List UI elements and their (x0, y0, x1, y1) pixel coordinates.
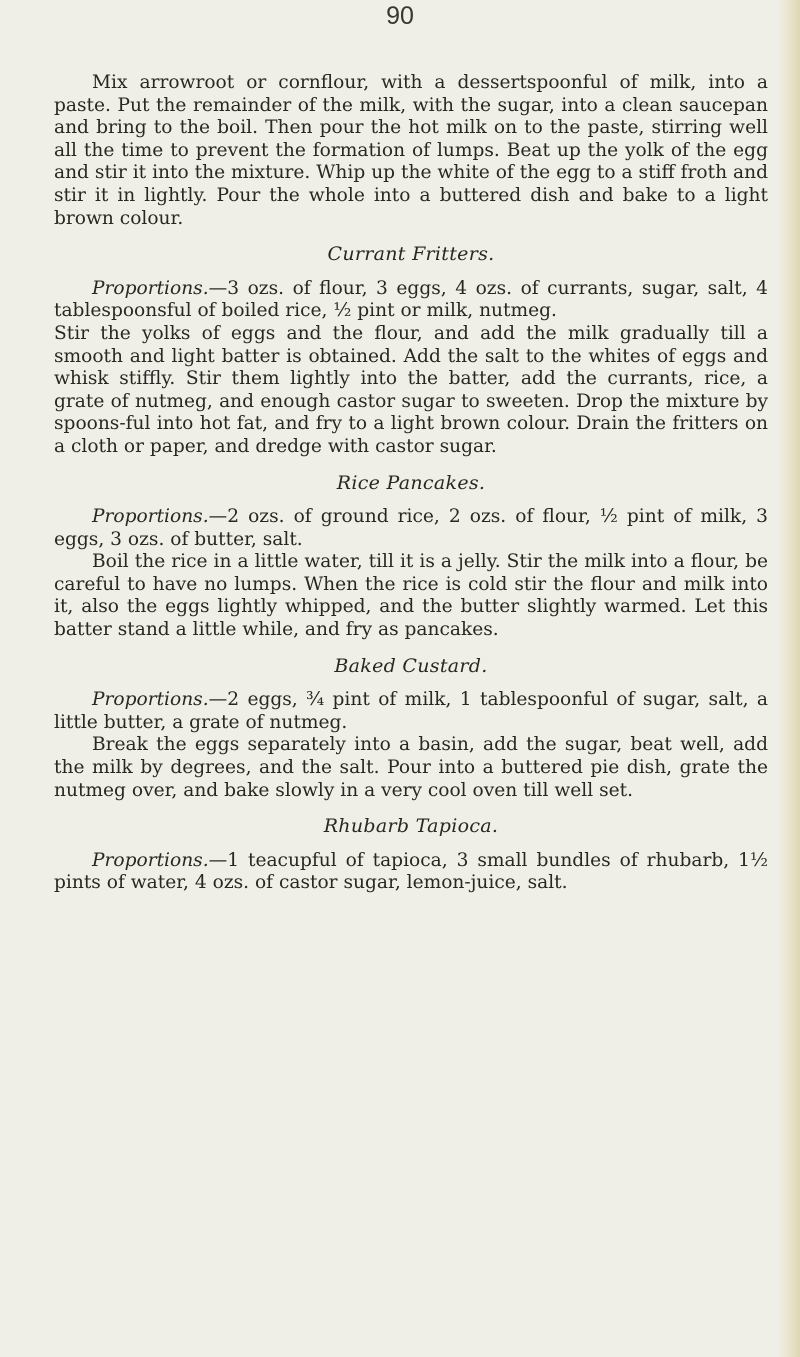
recipe-proportions (54, 506, 768, 551)
proportions-text: —2 eggs, ¾ pint of milk, 1 tablespoonful of sugar, salt, a little butter, a grate of nutmeg. (54, 689, 768, 733)
recipe-title: Rice Pancakes. (336, 471, 486, 494)
proportions-label: Proportions. (92, 689, 209, 711)
recipe-proportions (54, 850, 768, 895)
recipe-currant-fritters (54, 243, 768, 458)
proportions-label: Proportions. (92, 849, 209, 871)
recipe-baked-custard (54, 655, 768, 803)
recipe-method: Boil the rice in a little water, till it is a jelly. Stir the milk into a flour, be careful to have no lumps. When the rice is cold stir the flour and milk into it, also the eggs lightly whipped, and the butter slightly warmed. Let this batter stand a little while, and fry as pancakes. (54, 551, 768, 641)
proportions-text: —2 ozs. of ground rice, 2 ozs. of flour, ½ pint of milk, 3 eggs, 3 ozs. of butter, salt. (54, 506, 768, 550)
recipe-method: Stir the yolks of eggs and the flour, and add the milk gradually till a smooth and light batter is obtained. Add the salt to the whites of eggs and whisk stiffly. Stir them lightly into the batter, add the currants, rice, a grate of nutmeg, and enough castor sugar to sweeten. Drop the mixture by spoons-ful into hot fat, and fry to a light brown colour. Drain the fritters on a cloth or paper, and dredge with castor sugar. (54, 322, 768, 457)
recipe-proportions (54, 278, 768, 323)
page-number: 90 (386, 2, 414, 30)
intro-paragraph: Mix arrowroot or cornflour, with a dessertspoonful of milk, into a paste. Put the remainder of the milk, with the sugar, into a clean saucepan and bring to the boil. Then pour the hot milk on to the paste, stirring well all the time to prevent the formation of lumps. Beat up the yolk of the egg and stir it into the mixture. Whip up the white of the egg to a stiff froth and stir it in lightly. Pour the whole into a buttered dish and bake to a light brown colour. (54, 72, 768, 229)
recipe-proportions (54, 689, 768, 734)
proportions-label: Proportions. (92, 506, 209, 528)
page-edge-shadow (778, 0, 800, 1357)
proportions-text: —3 ozs. of flour, 3 eggs, 4 ozs. of currants, sugar, salt, 4 tablespoonsful of boiled rice, ½ pint or milk, nutmeg. (54, 277, 768, 322)
recipe-rhubarb-tapioca (54, 815, 768, 895)
recipe-title: Baked Custard. (334, 654, 488, 677)
proportions-text: —1 teacupful of tapioca, 3 small bundles of rhubarb, 1½ pints of water, 4 ozs. of castor sugar, lemon-juice, salt. (54, 849, 768, 894)
recipe-title: Currant Fritters. (327, 243, 495, 266)
recipe-title: Rhubarb Tapioca. (323, 815, 499, 838)
recipe-rice-pancakes (54, 472, 768, 642)
recipe-method: Break the eggs separately into a basin, add the sugar, beat well, add the milk by degrees, and the salt. Pour into a buttered pie dish, grate the nutmeg over, and bake slowly in a very cool oven till well set. (54, 734, 768, 801)
page-body (54, 72, 768, 895)
proportions-label: Proportions. (92, 277, 209, 299)
